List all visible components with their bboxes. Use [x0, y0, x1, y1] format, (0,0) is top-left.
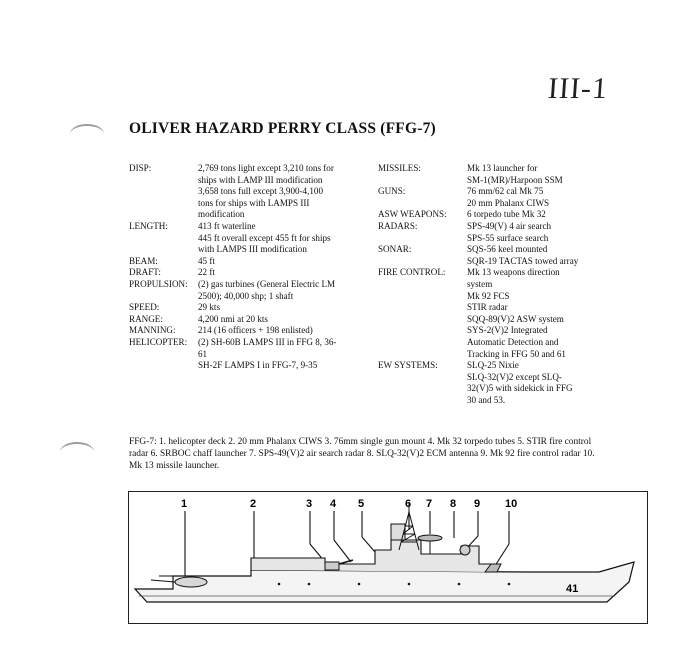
spec-value-line: 3,658 tons full except 3,900-4,100	[198, 186, 324, 197]
spec-value-line: SQR-19 TACTAS towed array	[467, 255, 579, 266]
superstructure	[251, 540, 493, 572]
callout-3: 3	[306, 498, 313, 510]
spec-label: DISP:	[129, 163, 152, 173]
spec-row	[129, 337, 369, 372]
spec-value	[467, 244, 604, 267]
spec-value	[467, 360, 604, 406]
spec-row	[378, 267, 604, 360]
spec-row	[129, 279, 369, 302]
spec-value	[198, 314, 369, 326]
page-number-mark: III-1	[546, 72, 610, 105]
binder-hole	[70, 124, 104, 144]
spec-label: FIRE CONTROL:	[378, 267, 446, 278]
spec-label: HELICOPTER:	[129, 336, 188, 347]
spec-value-line: SQS-56 keel mounted	[467, 244, 548, 255]
ship-profile-drawing	[128, 491, 648, 624]
spec-value-line: 32(V)5 with sidekick in FFG	[467, 383, 573, 394]
spec-row	[378, 163, 604, 186]
spec-value-line: Mk 13 weapons direction	[467, 267, 560, 278]
spec-value-line: SLQ-25 Nixie	[467, 360, 519, 371]
spec-value-line: with LAMPS III modification	[198, 244, 307, 255]
spec-value	[198, 279, 369, 302]
air-search-radar	[418, 535, 442, 541]
spec-row	[378, 360, 604, 406]
spec-row	[378, 209, 604, 221]
spec-value-line: Mk 13 launcher for	[467, 163, 538, 173]
spec-value-line: modification	[198, 209, 245, 220]
hull-number: 41	[566, 583, 579, 595]
spec-value-line: 4,200 nmi at 20 kts	[198, 313, 268, 324]
spec-row	[378, 221, 604, 244]
spec-value-line: SYS-2(V)2 Integrated	[467, 325, 548, 336]
spec-value-line: SPS-55 surface search	[467, 232, 549, 243]
spec-value	[198, 267, 369, 279]
spec-value-line: 61	[198, 348, 208, 359]
spec-value	[198, 302, 369, 314]
spec-label: LENGTH:	[129, 220, 168, 231]
gun-mount	[325, 562, 339, 570]
spec-value-line: Automatic Detection and	[467, 336, 559, 347]
callout-10: 10	[505, 498, 518, 510]
figure-caption: FFG-7: 1. helicopter deck 2. 20 mm Phalanx CIWS 3. 76mm single gun mount 4. Mk 32 torpedo tubes 5. STIR fire control radar 6. SRBOC chaff launcher 7. SPS-49(V)2 air search radar 8. SLQ-32(V)2 ECM antenna 9. Mk 92 fire control radar 10. Mk 13 missile launcher.	[129, 437, 595, 471]
callout-4: 4	[330, 498, 337, 510]
spec-label: RANGE:	[129, 313, 163, 324]
spec-row	[378, 244, 604, 267]
callout-7: 7	[426, 498, 433, 510]
spec-value-line: 30 and 53.	[467, 394, 506, 405]
spec-label: PROPULSION:	[129, 278, 188, 289]
stir-radar	[391, 524, 405, 540]
spec-row	[129, 325, 369, 337]
spec-value-line: 76 mm/62 cal Mk 75	[467, 186, 544, 197]
spec-value-line: tons for ships with LAMPS III	[198, 197, 310, 208]
callout-6: 6	[405, 498, 412, 510]
spec-row	[129, 221, 369, 256]
specs-right-column	[378, 163, 604, 406]
spec-value-line: 2500); 40,000 shp; 1 shaft	[198, 290, 294, 301]
spec-value-line: SQQ-89(V)2 ASW system	[467, 313, 564, 324]
mk92-fire-control-radar	[460, 545, 470, 555]
spec-label: RADARS:	[378, 220, 418, 231]
spec-value	[198, 221, 369, 256]
spec-value	[467, 209, 604, 221]
spec-label: SPEED:	[129, 302, 160, 313]
spec-label: SONAR:	[378, 244, 412, 255]
spec-value-line: 2,769 tons light except 3,210 tons for	[198, 163, 334, 173]
callout-2: 2	[250, 498, 257, 510]
spec-value-line: 413 ft waterline	[198, 220, 256, 231]
spec-label: EW SYSTEMS:	[378, 360, 438, 371]
spec-value	[467, 163, 604, 186]
spec-value	[198, 163, 369, 221]
spec-value-line: system	[467, 278, 493, 289]
spec-label: ASW WEAPONS:	[378, 209, 447, 220]
callout-8: 8	[450, 498, 457, 510]
spec-value-line: 45 ft	[198, 255, 215, 266]
spec-value-line: 6 torpedo tube Mk 32	[467, 209, 546, 220]
spec-label: GUNS:	[378, 186, 406, 197]
spec-value-line: 214 (16 officers + 198 enlisted)	[198, 325, 313, 336]
spec-row	[129, 314, 369, 326]
spec-row	[129, 302, 369, 314]
spec-label: DRAFT:	[129, 267, 161, 278]
callout-9: 9	[474, 498, 481, 510]
spec-value-line: 29 kts	[198, 302, 220, 313]
document-title: OLIVER HAZARD PERRY CLASS (FFG-7)	[129, 120, 436, 137]
spec-row	[129, 267, 369, 279]
spec-value	[198, 337, 369, 372]
spec-label: MISSILES:	[378, 163, 421, 173]
spec-value-line: 20 mm Phalanx CIWS	[467, 197, 550, 208]
spec-row	[129, 256, 369, 268]
spec-value	[198, 256, 369, 268]
spec-value-line: 22 ft	[198, 267, 215, 278]
spec-row	[129, 163, 369, 221]
spec-value-line: SPS-49(V) 4 air search	[467, 220, 552, 231]
spec-value	[467, 186, 604, 209]
spec-label: MANNING:	[129, 325, 176, 336]
spec-value-line: Mk 92 FCS	[467, 290, 510, 301]
callout-numbers	[181, 498, 517, 510]
spec-value-line: 445 ft overall except 455 ft for ships	[198, 232, 331, 243]
ship-profile-svg	[129, 492, 647, 623]
binder-hole	[60, 442, 94, 462]
spec-value-line: SM-1(MR)/Harpoon SSM	[467, 174, 563, 185]
spec-value-line: (2) SH-60B LAMPS III in FFG 8, 36-	[198, 336, 337, 347]
specs-left-column	[129, 163, 369, 372]
spec-row	[378, 186, 604, 209]
spec-value	[198, 325, 369, 337]
spec-label: BEAM:	[129, 255, 158, 266]
spec-value	[467, 267, 604, 360]
spec-value-line: Tracking in FFG 50 and 61	[467, 348, 566, 359]
spec-value-line: STIR radar	[467, 302, 508, 313]
callout-5: 5	[358, 498, 365, 510]
spec-value-line: ships with LAMP III modification	[198, 174, 323, 185]
spec-value	[467, 221, 604, 244]
spec-value-line: SLQ-32(V)2 except SLQ-	[467, 371, 562, 382]
callout-1: 1	[181, 498, 188, 510]
spec-value-line: (2) gas turbines (General Electric LM	[198, 278, 336, 289]
spec-value-line: SH-2F LAMPS I in FFG-7, 9-35	[198, 360, 318, 371]
